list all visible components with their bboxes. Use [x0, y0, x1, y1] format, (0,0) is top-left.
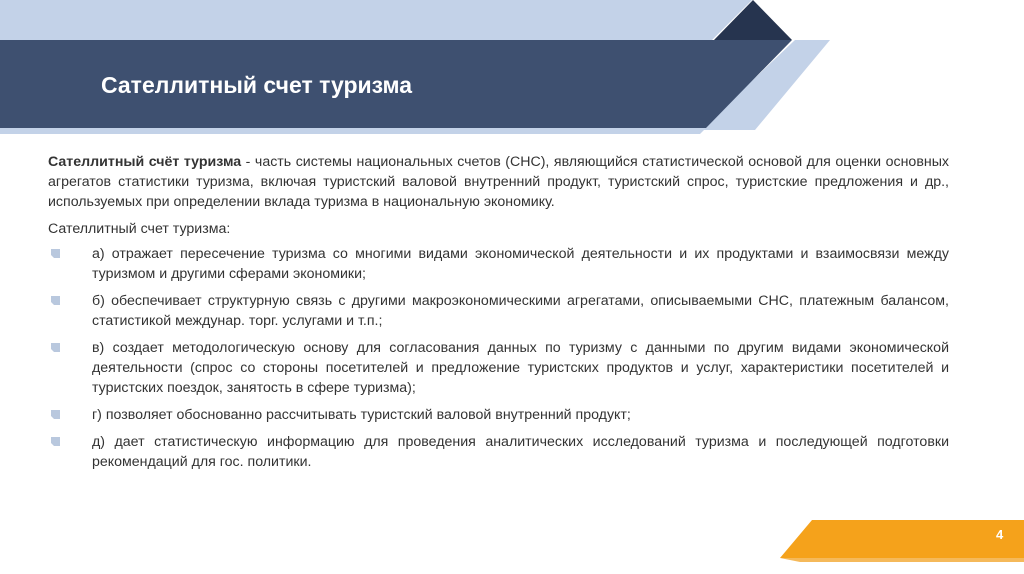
intro-paragraph — [48, 152, 949, 212]
list-item — [48, 338, 949, 398]
list-heading: Сателлитный счет туризма: — [48, 221, 231, 237]
list-item-text: в) создает методологическую основу для согласования данных по туризму с данными по другим видами экономической деятельности (спрос со стороны посетителей и предложение туристских продуктов и услуг, характеристики посетителей и туристских поездок, занятость в сфере туризма); — [92, 340, 949, 396]
bullet-icon — [51, 437, 60, 446]
feature-list — [48, 244, 949, 472]
list-item-text: г) позволяет обоснованно рассчитывать туристский валовой внутренний продукт; — [92, 407, 631, 423]
light-blue-top-band — [0, 0, 752, 40]
bullet-icon — [51, 343, 60, 352]
list-item — [48, 291, 949, 331]
list-item-text: а) отражает пересечение туризма со многими видами экономической деятельности и их продуктами и взаимосвязи между туризмом и другими сферами экономики; — [92, 246, 949, 282]
list-item-text: б) обеспечивает структурную связь с другими макроэкономическими агрегатами, описываемыми СНС, платежным балансом, статистикой междунар. торг. услугами и т.п.; — [92, 293, 949, 329]
list-item — [48, 432, 949, 472]
slide-content — [48, 152, 949, 479]
list-item — [48, 244, 949, 284]
intro-term: Сателлитный счёт туризма — [48, 154, 242, 170]
list-item — [48, 405, 949, 425]
footer-orange-tail — [780, 558, 1024, 562]
bullet-icon — [51, 296, 60, 305]
bullet-icon — [51, 249, 60, 258]
footer-orange-band — [780, 520, 1024, 558]
intro-text: - часть системы национальных счетов (СНС), являющийся статистической основой для оценки основных агрегатов статистики туризма, включая туристский валовой внутренний продукт, туристский спрос, туристские предложения и др., используемых при определении вклада туризма в национальную экономику. — [48, 154, 949, 210]
page-number: 4 — [996, 527, 1004, 542]
bullet-icon — [51, 410, 60, 419]
light-blue-under-band — [0, 128, 706, 134]
list-item-text: д) дает статистическую информацию для проведения аналитических исследований туризма и последующей подготовки рекомендаций для гос. политики. — [92, 434, 949, 470]
slide-title: Сателлитный счет туризма — [101, 72, 412, 98]
